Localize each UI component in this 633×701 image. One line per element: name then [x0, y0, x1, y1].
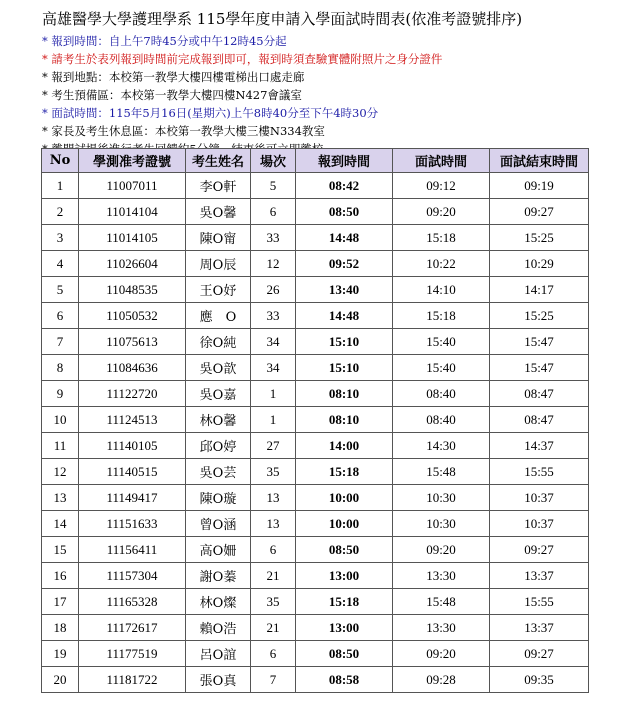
cell-end-time: 15:55 — [490, 459, 589, 485]
cell-interview-time: 14:10 — [393, 277, 490, 303]
cell-candidate-name: 林O馨 — [186, 407, 251, 433]
cell-exam-id: 11124513 — [79, 407, 186, 433]
cell-row-number: 6 — [42, 303, 79, 329]
table-row — [42, 355, 589, 381]
cell-row-number: 7 — [42, 329, 79, 355]
cell-interview-time: 10:30 — [393, 511, 490, 537]
table-row — [42, 303, 589, 329]
column-header-col-end-time: 面試結束時間 — [490, 149, 589, 173]
cell-session: 12 — [251, 251, 296, 277]
cell-interview-time: 15:18 — [393, 225, 490, 251]
table-row — [42, 563, 589, 589]
cell-row-number: 19 — [42, 641, 79, 667]
note-line: * 報到時間：自上午7時45分或中午12時45分起 — [42, 34, 287, 48]
cell-interview-time: 09:12 — [393, 173, 490, 199]
cell-end-time: 09:19 — [490, 173, 589, 199]
cell-exam-id: 11050532 — [79, 303, 186, 329]
cell-row-number: 9 — [42, 381, 79, 407]
cell-row-number: 2 — [42, 199, 79, 225]
cell-session: 33 — [251, 303, 296, 329]
cell-checkin-time: 15:10 — [296, 355, 393, 381]
cell-candidate-name: 周O辰 — [186, 251, 251, 277]
note-line: * 家長及考生休息區：本校第一教學大樓三樓N334教室 — [42, 124, 325, 138]
cell-interview-time: 10:22 — [393, 251, 490, 277]
note-line: * 報到地點：本校第一教學大樓四樓電梯出口處走廊 — [42, 70, 305, 84]
cell-checkin-time: 08:10 — [296, 381, 393, 407]
cell-end-time: 15:47 — [490, 355, 589, 381]
cell-checkin-time: 08:50 — [296, 199, 393, 225]
cell-exam-id: 11177519 — [79, 641, 186, 667]
cell-interview-time: 09:20 — [393, 199, 490, 225]
cell-end-time: 09:35 — [490, 667, 589, 693]
cell-interview-time: 15:40 — [393, 329, 490, 355]
page-title: 高雄醫學大學護理學系 115學年度申請入學面試時間表(依准考證號排序) — [42, 10, 523, 28]
cell-candidate-name: 邱O婷 — [186, 433, 251, 459]
column-header-col-name: 考生姓名 — [186, 149, 251, 173]
table-row — [42, 251, 589, 277]
cell-session: 21 — [251, 615, 296, 641]
cell-checkin-time: 13:00 — [296, 615, 393, 641]
cell-row-number: 10 — [42, 407, 79, 433]
cell-exam-id: 11084636 — [79, 355, 186, 381]
cell-checkin-time: 08:42 — [296, 173, 393, 199]
cell-candidate-name: 賴O浩 — [186, 615, 251, 641]
table-row — [42, 433, 589, 459]
cell-candidate-name: 高O姍 — [186, 537, 251, 563]
cell-end-time: 10:37 — [490, 511, 589, 537]
cell-exam-id: 11122720 — [79, 381, 186, 407]
table-row — [42, 277, 589, 303]
cell-session: 26 — [251, 277, 296, 303]
cell-checkin-time: 14:48 — [296, 225, 393, 251]
column-header-col-checkin-time: 報到時間 — [296, 149, 393, 173]
cell-checkin-time: 10:00 — [296, 485, 393, 511]
cell-interview-time: 09:20 — [393, 641, 490, 667]
cell-end-time: 15:25 — [490, 225, 589, 251]
cell-exam-id: 11140105 — [79, 433, 186, 459]
table-row — [42, 225, 589, 251]
table-row — [42, 537, 589, 563]
cell-end-time: 08:47 — [490, 407, 589, 433]
cell-candidate-name: 曾O涵 — [186, 511, 251, 537]
table-body — [42, 173, 589, 693]
note-line: * 面試時間：115年5月16日(星期六)上午8時40分至下午4時30分 — [42, 106, 379, 120]
cell-end-time: 14:37 — [490, 433, 589, 459]
cell-candidate-name: 林O燦 — [186, 589, 251, 615]
table-row — [42, 173, 589, 199]
cell-checkin-time: 15:10 — [296, 329, 393, 355]
cell-end-time: 09:27 — [490, 537, 589, 563]
cell-row-number: 15 — [42, 537, 79, 563]
cell-row-number: 12 — [42, 459, 79, 485]
cell-exam-id: 11014105 — [79, 225, 186, 251]
cell-session: 13 — [251, 511, 296, 537]
cell-row-number: 13 — [42, 485, 79, 511]
cell-row-number: 18 — [42, 615, 79, 641]
cell-candidate-name: 陳O甯 — [186, 225, 251, 251]
table-row — [42, 459, 589, 485]
column-header-col-exam-id: 學測准考證號 — [79, 149, 186, 173]
cell-exam-id: 11181722 — [79, 667, 186, 693]
table-row — [42, 199, 589, 225]
cell-exam-id: 11140515 — [79, 459, 186, 485]
cell-row-number: 17 — [42, 589, 79, 615]
cell-candidate-name: 吳O歆 — [186, 355, 251, 381]
cell-session: 7 — [251, 667, 296, 693]
cell-exam-id: 11014104 — [79, 199, 186, 225]
cell-session: 27 — [251, 433, 296, 459]
cell-checkin-time: 15:18 — [296, 459, 393, 485]
cell-end-time: 13:37 — [490, 615, 589, 641]
cell-candidate-name: 應 O — [186, 303, 251, 329]
cell-checkin-time: 09:52 — [296, 251, 393, 277]
column-header-col-no: No — [42, 149, 79, 173]
cell-row-number: 3 — [42, 225, 79, 251]
cell-candidate-name: 張O真 — [186, 667, 251, 693]
cell-interview-time: 15:48 — [393, 589, 490, 615]
cell-candidate-name: 吳O嘉 — [186, 381, 251, 407]
cell-exam-id: 11165328 — [79, 589, 186, 615]
column-header-col-interview-time: 面試時間 — [393, 149, 490, 173]
cell-interview-time: 08:40 — [393, 381, 490, 407]
table-row — [42, 667, 589, 693]
cell-candidate-name: 陳O璇 — [186, 485, 251, 511]
cell-row-number: 16 — [42, 563, 79, 589]
cell-candidate-name: 呂O誼 — [186, 641, 251, 667]
table-row — [42, 407, 589, 433]
table-row — [42, 615, 589, 641]
cell-exam-id: 11149417 — [79, 485, 186, 511]
cell-session: 35 — [251, 459, 296, 485]
cell-session: 34 — [251, 355, 296, 381]
cell-end-time: 09:27 — [490, 199, 589, 225]
cell-session: 6 — [251, 537, 296, 563]
cell-session: 13 — [251, 485, 296, 511]
cell-candidate-name: 李O軒 — [186, 173, 251, 199]
cell-candidate-name: 王O妤 — [186, 277, 251, 303]
table-row — [42, 381, 589, 407]
cell-checkin-time: 14:48 — [296, 303, 393, 329]
table-row — [42, 485, 589, 511]
cell-row-number: 1 — [42, 173, 79, 199]
column-header-col-session: 場次 — [251, 149, 296, 173]
cell-interview-time: 08:40 — [393, 407, 490, 433]
cell-end-time: 10:37 — [490, 485, 589, 511]
schedule-table — [41, 148, 589, 693]
cell-end-time: 09:27 — [490, 641, 589, 667]
cell-checkin-time: 08:10 — [296, 407, 393, 433]
cell-checkin-time: 14:00 — [296, 433, 393, 459]
table-row — [42, 641, 589, 667]
cell-end-time: 13:37 — [490, 563, 589, 589]
cell-session: 5 — [251, 173, 296, 199]
cell-interview-time: 15:18 — [393, 303, 490, 329]
table-row — [42, 511, 589, 537]
cell-interview-time: 13:30 — [393, 615, 490, 641]
cell-interview-time: 15:40 — [393, 355, 490, 381]
cell-checkin-time: 15:18 — [296, 589, 393, 615]
cell-row-number: 5 — [42, 277, 79, 303]
cell-exam-id: 11048535 — [79, 277, 186, 303]
cell-session: 33 — [251, 225, 296, 251]
cell-candidate-name: 謝O蓁 — [186, 563, 251, 589]
cell-session: 21 — [251, 563, 296, 589]
cell-end-time: 15:55 — [490, 589, 589, 615]
cell-session: 1 — [251, 407, 296, 433]
cell-checkin-time: 13:40 — [296, 277, 393, 303]
cell-exam-id: 11026604 — [79, 251, 186, 277]
cell-exam-id: 11172617 — [79, 615, 186, 641]
cell-interview-time: 09:28 — [393, 667, 490, 693]
cell-session: 1 — [251, 381, 296, 407]
cell-session: 34 — [251, 329, 296, 355]
notes-list — [42, 32, 627, 158]
cell-candidate-name: 吳O馨 — [186, 199, 251, 225]
cell-exam-id: 11151633 — [79, 511, 186, 537]
table-header-row — [42, 149, 589, 173]
cell-candidate-name: 徐O純 — [186, 329, 251, 355]
note-line: * 考生預備區：本校第一教學大樓四樓N427會議室 — [42, 88, 302, 102]
table-row — [42, 329, 589, 355]
note-line: * 請考生於表列報到時間前完成報到即可，報到時須查驗實體附照片之身分證件 — [42, 52, 443, 66]
cell-checkin-time: 08:50 — [296, 641, 393, 667]
cell-end-time: 08:47 — [490, 381, 589, 407]
cell-interview-time: 15:48 — [393, 459, 490, 485]
table-row — [42, 589, 589, 615]
cell-row-number: 8 — [42, 355, 79, 381]
cell-exam-id: 11007011 — [79, 173, 186, 199]
cell-end-time: 15:47 — [490, 329, 589, 355]
cell-exam-id: 11156411 — [79, 537, 186, 563]
cell-exam-id: 11157304 — [79, 563, 186, 589]
cell-interview-time: 09:20 — [393, 537, 490, 563]
cell-row-number: 4 — [42, 251, 79, 277]
cell-session: 6 — [251, 199, 296, 225]
cell-end-time: 10:29 — [490, 251, 589, 277]
cell-exam-id: 11075613 — [79, 329, 186, 355]
cell-checkin-time: 08:50 — [296, 537, 393, 563]
cell-end-time: 15:25 — [490, 303, 589, 329]
cell-checkin-time: 08:58 — [296, 667, 393, 693]
cell-end-time: 14:17 — [490, 277, 589, 303]
cell-candidate-name: 吳O芸 — [186, 459, 251, 485]
cell-session: 35 — [251, 589, 296, 615]
cell-interview-time: 10:30 — [393, 485, 490, 511]
cell-session: 6 — [251, 641, 296, 667]
cell-interview-time: 13:30 — [393, 563, 490, 589]
cell-checkin-time: 10:00 — [296, 511, 393, 537]
cell-row-number: 20 — [42, 667, 79, 693]
cell-checkin-time: 13:00 — [296, 563, 393, 589]
cell-row-number: 11 — [42, 433, 79, 459]
cell-row-number: 14 — [42, 511, 79, 537]
cell-interview-time: 14:30 — [393, 433, 490, 459]
